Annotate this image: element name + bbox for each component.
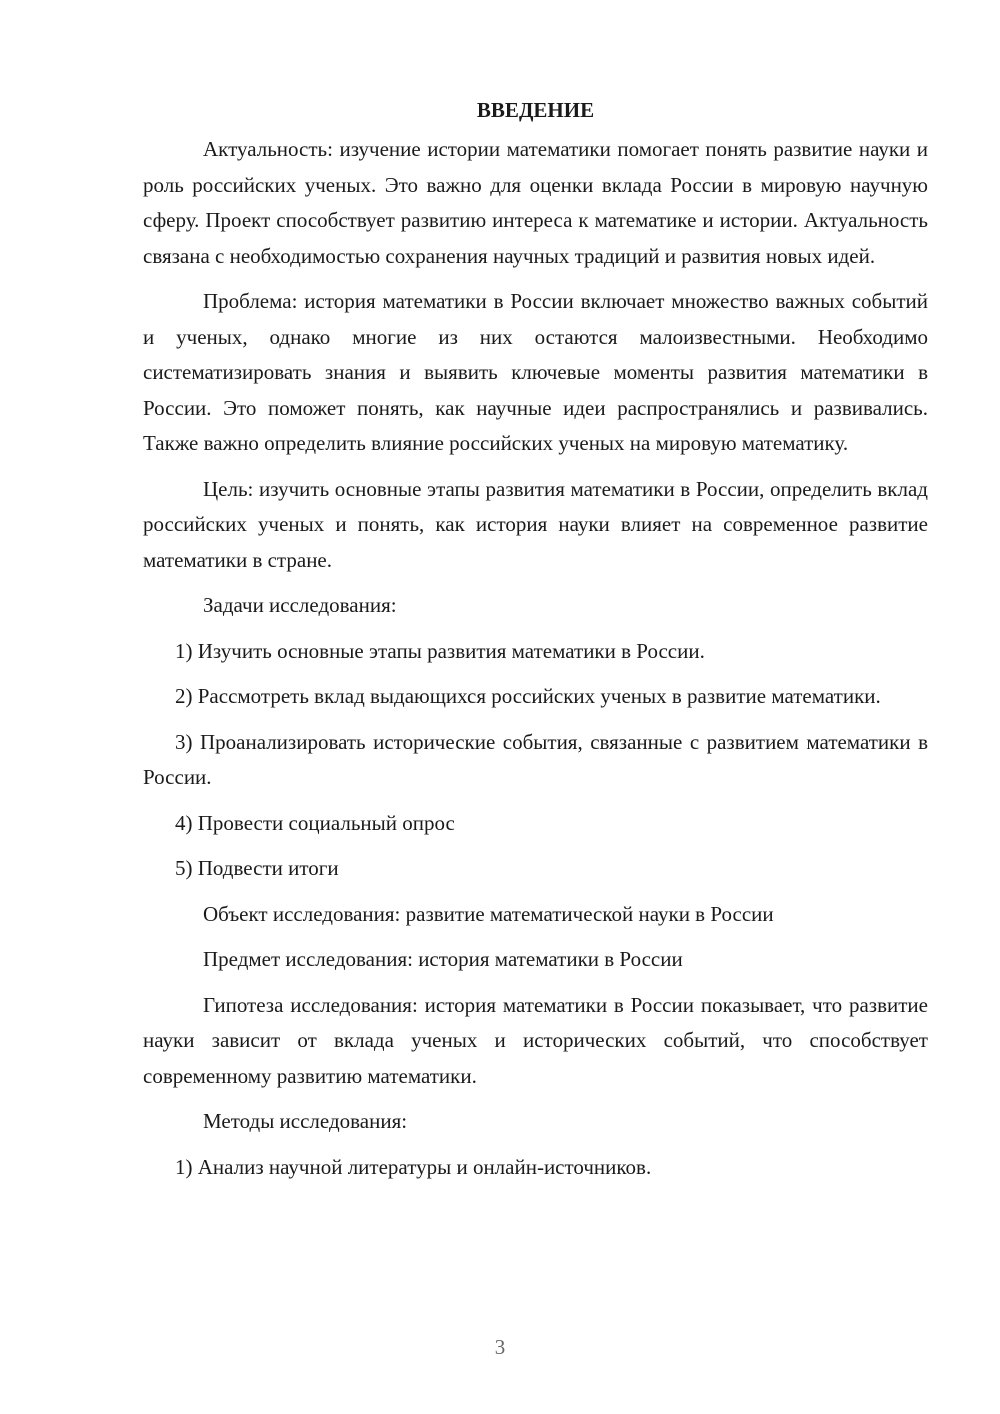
- research-object: Объект исследования: развитие математической науки в России: [203, 901, 774, 926]
- section-heading: ВВЕДЕНИЕ: [476, 98, 595, 122]
- task-item: 4) Провести социальный опрос: [175, 810, 455, 835]
- task-item: 2) Рассмотреть вклад выдающихся российских ученых в развитие математики.: [175, 684, 881, 708]
- relevance-paragraph: Актуальность: изучение истории математики помогает понять развитие науки и роль российских ученых. Это важно для оценки вклада России в мировую научную сферу. Проект способствует развитию интереса к математике и истории. Актуальность связана с необходимостью сохранения научных традиций и развития новых идей.: [143, 137, 928, 268]
- document-page: [143, 95, 928, 1195]
- tasks-title: Задачи исследования:: [203, 593, 397, 617]
- page-number: 3: [494, 1335, 506, 1359]
- goal-paragraph: Цель: изучить основные этапы развития математики в России, определить вклад российских ученых и понять, как история науки влияет на современное развитие математики в стране.: [143, 476, 928, 572]
- methods-title: Методы исследования:: [203, 1109, 408, 1133]
- task-item: 3) Проанализировать исторические события, связанные с развитием математики в России.: [143, 729, 928, 789]
- task-item: 5) Подвести итоги: [175, 856, 339, 880]
- task-item: 1) Изучить основные этапы развития математики в России.: [175, 638, 705, 663]
- hypothesis-paragraph: Гипотеза исследования: история математики в России показывает, что развитие науки зависит от вклада ученых и исторических событий, что способствует современному развитию математики.: [143, 992, 928, 1088]
- problem-paragraph: Проблема: история математики в России включает множество важных событий и ученых, однако многие из них остаются малоизвестными. Необходимо систематизировать знания и выявить ключевые моменты развития математики в России. Это поможет понять, как научные идеи распространялись и развивались. Также важно определить влияние российских ученых на мировую математику.: [143, 289, 928, 455]
- method-item: 1) Анализ научной литературы и онлайн-источников.: [175, 1154, 652, 1179]
- research-subject: Предмет исследования: история математики в России: [203, 947, 683, 971]
